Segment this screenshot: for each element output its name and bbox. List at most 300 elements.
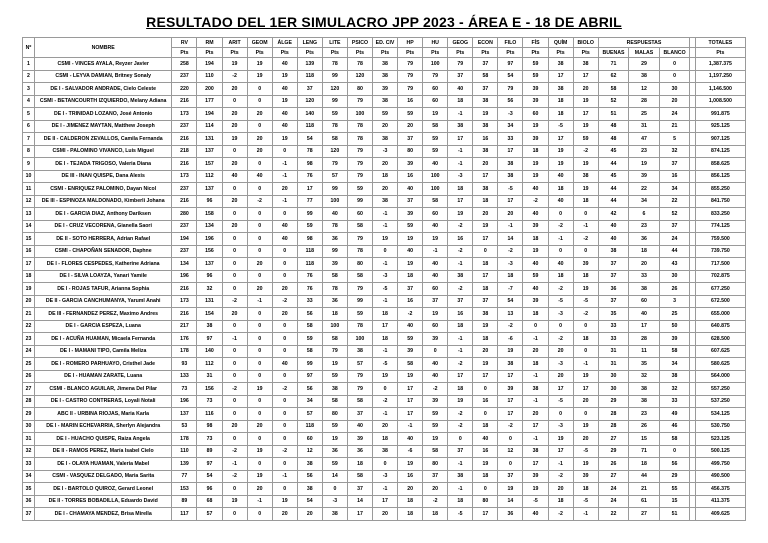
- buenas-count: 31: [598, 358, 629, 371]
- subject-score: 100: [347, 333, 372, 346]
- subject-score: -5: [373, 283, 398, 296]
- subject-score: 32: [197, 283, 222, 296]
- table-row: [23, 333, 746, 346]
- subject-score: 40: [398, 245, 423, 258]
- row-number: 35: [23, 483, 35, 496]
- subject-score: 78: [347, 133, 372, 146]
- subject-score: 20: [247, 483, 272, 496]
- buenas-count: 44: [598, 158, 629, 171]
- subject-score: 14: [498, 233, 523, 246]
- subject-score: 40: [272, 120, 297, 133]
- column-header-pts: Pts: [297, 48, 322, 58]
- subject-score: 14: [498, 495, 523, 508]
- subject-score: 20: [247, 258, 272, 271]
- subject-score: -5: [548, 295, 573, 308]
- table-row: [23, 220, 746, 233]
- subject-score: 173: [172, 108, 197, 121]
- subject-score: 16: [473, 395, 498, 408]
- subject-score: 17: [448, 195, 473, 208]
- table-row: [23, 433, 746, 446]
- subject-score: 0: [247, 508, 272, 521]
- subject-score: -1: [373, 208, 398, 221]
- blanco-count: 37: [659, 220, 690, 233]
- column-header-buenas: BUENAS: [598, 48, 629, 58]
- subject-score: -2: [448, 283, 473, 296]
- subject-score: 58: [473, 70, 498, 83]
- subject-score: 19: [222, 133, 247, 146]
- subject-score: 0: [322, 483, 347, 496]
- row-number: 8: [23, 145, 35, 158]
- subject-score: -1: [448, 258, 473, 271]
- buenas-count: 28: [598, 420, 629, 433]
- subject-score: 137: [197, 145, 222, 158]
- buenas-count: 40: [598, 233, 629, 246]
- subject-score: 38: [473, 183, 498, 196]
- buenas-count: 58: [598, 83, 629, 96]
- table-row: [23, 458, 746, 471]
- subject-score: 19: [272, 133, 297, 146]
- subject-score: 131: [197, 133, 222, 146]
- subject-score: -2: [222, 70, 247, 83]
- student-name: CSMI - BETANCOURTH IZQUIERDO, Melany Adiana: [34, 95, 171, 108]
- subject-score: 37: [498, 470, 523, 483]
- student-name: DE I - SALVADOR ANDRADE, Cielo Celeste: [34, 83, 171, 96]
- subject-score: 58: [322, 270, 347, 283]
- subject-score: 40: [548, 195, 573, 208]
- total-score: 717.500: [695, 258, 745, 271]
- subject-score: 20: [423, 483, 448, 496]
- subject-score: 100: [423, 58, 448, 71]
- subject-score: -1: [448, 158, 473, 171]
- subject-score: 20: [247, 420, 272, 433]
- buenas-count: 38: [598, 245, 629, 258]
- subject-score: 16: [398, 470, 423, 483]
- subject-score: 38: [448, 470, 473, 483]
- buenas-count: 36: [598, 283, 629, 296]
- subject-score: 56: [297, 470, 322, 483]
- subject-score: -2: [222, 383, 247, 396]
- malas-count: 19: [629, 158, 660, 171]
- page-title: RESULTADO DEL 1ER SIMULACRO JPP 2023 - ÁREA E - 18 DE ABRIL: [146, 14, 622, 30]
- subject-score: -2: [448, 420, 473, 433]
- buenas-count: 33: [598, 333, 629, 346]
- subject-score: 39: [423, 333, 448, 346]
- total-score: 580.625: [695, 358, 745, 371]
- column-header-respuestas: RESPUESTAS: [598, 38, 690, 48]
- subject-score: 59: [398, 333, 423, 346]
- buenas-count: 28: [598, 408, 629, 421]
- subject-score: -1: [448, 333, 473, 346]
- subject-score: 0: [272, 245, 297, 258]
- subject-score: 0: [272, 145, 297, 158]
- table-row: [23, 145, 746, 158]
- row-number: 15: [23, 233, 35, 246]
- student-name: DE I - HUACHO QUISPE, Raiza Angela: [34, 433, 171, 446]
- malas-count: 40: [629, 308, 660, 321]
- subject-score: 39: [322, 258, 347, 271]
- subject-score: -5: [548, 120, 573, 133]
- column-header-pts: Pts: [498, 48, 523, 58]
- subject-score: -2: [272, 445, 297, 458]
- subject-score: 36: [347, 445, 372, 458]
- student-name: DE I - MAMANI TIPO, Camila Meliza: [34, 345, 171, 358]
- subject-score: 38: [448, 120, 473, 133]
- subject-score: 39: [523, 295, 548, 308]
- subject-score: 40: [523, 183, 548, 196]
- subject-score: -2: [548, 508, 573, 521]
- subject-score: 0: [373, 383, 398, 396]
- subject-score: 58: [347, 270, 372, 283]
- row-number: 17: [23, 258, 35, 271]
- subject-score: 18: [573, 195, 598, 208]
- subject-score: 79: [498, 83, 523, 96]
- column-header-subject: GEOM: [247, 38, 272, 48]
- subject-score: 0: [222, 258, 247, 271]
- subject-score: 20: [272, 283, 297, 296]
- subject-score: 99: [322, 70, 347, 83]
- subject-score: 40: [523, 208, 548, 221]
- subject-score: 17: [548, 383, 573, 396]
- subject-score: 79: [347, 383, 372, 396]
- subject-score: 17: [373, 495, 398, 508]
- subject-score: 19: [247, 58, 272, 71]
- subject-score: -1: [222, 458, 247, 471]
- subject-score: -2: [423, 495, 448, 508]
- row-number: 30: [23, 420, 35, 433]
- subject-score: 0: [272, 270, 297, 283]
- subject-score: 79: [347, 233, 372, 246]
- total-score: 1,008.500: [695, 95, 745, 108]
- subject-score: 17: [473, 170, 498, 183]
- subject-score: -1: [448, 483, 473, 496]
- subject-score: -3: [373, 145, 398, 158]
- subject-score: 17: [448, 370, 473, 383]
- column-header-subject: GEOG: [448, 38, 473, 48]
- subject-score: 59: [423, 408, 448, 421]
- subject-score: 58: [347, 470, 372, 483]
- subject-score: 17: [473, 270, 498, 283]
- subject-score: 38: [473, 95, 498, 108]
- blanco-count: 24: [659, 108, 690, 121]
- subject-score: 33: [297, 295, 322, 308]
- blanco-count: 30: [659, 270, 690, 283]
- subject-score: 20: [373, 508, 398, 521]
- column-header-pts: Pts: [222, 48, 247, 58]
- total-score: 537.250: [695, 395, 745, 408]
- table-row: [23, 83, 746, 96]
- subject-score: 237: [172, 245, 197, 258]
- blanco-count: 52: [659, 208, 690, 221]
- total-score: 456.375: [695, 483, 745, 496]
- subject-score: 19: [548, 145, 573, 158]
- total-score: 702.875: [695, 270, 745, 283]
- table-row: [23, 70, 746, 83]
- row-number: 10: [23, 170, 35, 183]
- column-header-pts: Pts: [423, 48, 448, 58]
- row-number: 37: [23, 508, 35, 521]
- student-name: DE I - MARIN ECHEVARRIA, Sherlyn Alejandra: [34, 420, 171, 433]
- malas-count: 38: [629, 395, 660, 408]
- blanco-count: 30: [659, 83, 690, 96]
- total-score: 907.125: [695, 133, 745, 146]
- subject-score: 18: [373, 170, 398, 183]
- student-name: CSMI - BLANCO AGUILAR, Jimena Del Pilar: [34, 383, 171, 396]
- malas-count: 33: [629, 270, 660, 283]
- table-row: [23, 158, 746, 171]
- subject-score: 39: [498, 383, 523, 396]
- subject-score: 0: [247, 245, 272, 258]
- total-score: 409.625: [695, 508, 745, 521]
- subject-score: -5: [523, 495, 548, 508]
- blanco-count: 34: [659, 358, 690, 371]
- subject-score: 137: [197, 183, 222, 196]
- row-number: 12: [23, 195, 35, 208]
- subject-score: 0: [222, 233, 247, 246]
- student-name: DE I - FLORES CESPEDES, Katherine Adriana: [34, 258, 171, 271]
- subject-score: 38: [448, 270, 473, 283]
- malas-count: 29: [629, 58, 660, 71]
- subject-score: 20: [222, 308, 247, 321]
- subject-score: 19: [573, 95, 598, 108]
- subject-score: 80: [398, 145, 423, 158]
- column-header-subject: LENG: [297, 38, 322, 48]
- subject-score: 56: [297, 383, 322, 396]
- subject-score: 216: [172, 283, 197, 296]
- buenas-count: 71: [598, 58, 629, 71]
- subject-score: 40: [272, 58, 297, 71]
- subject-score: 14: [347, 495, 372, 508]
- blanco-count: 22: [659, 195, 690, 208]
- column-header-pts: Pts: [347, 48, 372, 58]
- subject-score: 37: [398, 133, 423, 146]
- student-name: CSMI - PALOMINO VIVANCO, Luis Miguel: [34, 145, 171, 158]
- subject-score: -2: [373, 395, 398, 408]
- subject-score: 37: [473, 83, 498, 96]
- subject-score: 19: [423, 433, 448, 446]
- subject-score: 20: [222, 220, 247, 233]
- table-row: [23, 270, 746, 283]
- subject-score: 40: [548, 258, 573, 271]
- subject-score: 59: [523, 270, 548, 283]
- subject-score: 99: [322, 183, 347, 196]
- total-score: 759.500: [695, 233, 745, 246]
- subject-score: 89: [197, 445, 222, 458]
- buenas-count: 27: [598, 433, 629, 446]
- total-score: 672.500: [695, 295, 745, 308]
- subject-score: 178: [172, 433, 197, 446]
- subject-score: 0: [247, 433, 272, 446]
- subject-score: 18: [373, 433, 398, 446]
- subject-score: 19: [247, 70, 272, 83]
- subject-score: 17: [398, 383, 423, 396]
- subject-score: 0: [272, 420, 297, 433]
- row-number: 21: [23, 308, 35, 321]
- subject-score: 19: [423, 108, 448, 121]
- subject-score: 17: [498, 408, 523, 421]
- subject-score: 40: [398, 183, 423, 196]
- column-header-pts: Pts: [473, 48, 498, 58]
- table-row: [23, 195, 746, 208]
- subject-score: 118: [297, 120, 322, 133]
- row-number: 13: [23, 208, 35, 221]
- subject-score: 18: [523, 358, 548, 371]
- subject-score: -2: [448, 245, 473, 258]
- subject-score: 38: [498, 358, 523, 371]
- subject-score: 99: [322, 95, 347, 108]
- column-header-subject: HU: [423, 38, 448, 48]
- column-header-pts: Pts: [373, 48, 398, 58]
- blanco-count: 25: [659, 308, 690, 321]
- table-row: [23, 208, 746, 221]
- total-score: 833.250: [695, 208, 745, 221]
- subject-score: 17: [573, 383, 598, 396]
- subject-score: -1: [448, 345, 473, 358]
- subject-score: -3: [498, 108, 523, 121]
- table-row: [23, 233, 746, 246]
- buenas-count: 24: [598, 483, 629, 496]
- subject-score: 53: [172, 420, 197, 433]
- student-name: CSMI - VASQUEZ DELGADO, Maria Sarita: [34, 470, 171, 483]
- subject-score: 18: [498, 270, 523, 283]
- subject-score: 20: [222, 195, 247, 208]
- subject-score: 19: [573, 283, 598, 296]
- subject-score: 98: [297, 158, 322, 171]
- student-name: ABC II - URBINA RIOJAS, Maria Karla: [34, 408, 171, 421]
- subject-score: 178: [172, 345, 197, 358]
- student-name: CSMI - CHAPOÑAN SENADOR, Daphne: [34, 245, 171, 258]
- subject-score: 56: [297, 308, 322, 321]
- subject-score: 40: [448, 83, 473, 96]
- subject-score: 0: [247, 458, 272, 471]
- subject-score: 56: [498, 95, 523, 108]
- subject-score: -6: [398, 445, 423, 458]
- row-number: 31: [23, 433, 35, 446]
- total-score: 628.500: [695, 333, 745, 346]
- subject-score: 20: [222, 120, 247, 133]
- subject-score: -1: [272, 158, 297, 171]
- subject-score: 0: [523, 320, 548, 333]
- subject-score: 134: [172, 258, 197, 271]
- subject-score: 216: [172, 133, 197, 146]
- subject-score: 97: [197, 458, 222, 471]
- subject-score: 73: [197, 395, 222, 408]
- subject-score: 0: [222, 408, 247, 421]
- subject-score: 120: [297, 95, 322, 108]
- blanco-count: 16: [659, 170, 690, 183]
- malas-count: 18: [629, 458, 660, 471]
- total-score: 677.250: [695, 283, 745, 296]
- subject-score: 0: [247, 158, 272, 171]
- subject-score: 100: [322, 195, 347, 208]
- row-number: 20: [23, 295, 35, 308]
- subject-score: 0: [247, 408, 272, 421]
- subject-score: 216: [172, 95, 197, 108]
- subject-score: 31: [197, 370, 222, 383]
- table-row: [23, 283, 746, 296]
- subject-score: 36: [322, 445, 347, 458]
- subject-score: 19: [498, 483, 523, 496]
- subject-score: 20: [573, 395, 598, 408]
- student-name: DE I - BARTOLO QUIROZ, Gerard Leonel: [34, 483, 171, 496]
- subject-score: 0: [272, 258, 297, 271]
- subject-score: 38: [322, 383, 347, 396]
- buenas-count: 29: [598, 395, 629, 408]
- subject-score: 19: [548, 433, 573, 446]
- subject-score: 19: [423, 233, 448, 246]
- buenas-count: 51: [598, 108, 629, 121]
- subject-score: 36: [322, 233, 347, 246]
- subject-score: 0: [222, 508, 247, 521]
- student-name: DE III - ESPINOZA MALDONADO, Kimberli Johana: [34, 195, 171, 208]
- subject-score: 38: [573, 170, 598, 183]
- subject-score: 0: [247, 208, 272, 221]
- table-row: [23, 320, 746, 333]
- subject-score: 0: [272, 370, 297, 383]
- subject-score: 0: [423, 345, 448, 358]
- subject-score: 18: [473, 195, 498, 208]
- subject-score: 18: [548, 183, 573, 196]
- subject-score: 33: [498, 133, 523, 146]
- subject-score: 19: [272, 95, 297, 108]
- column-header-subject: HP: [398, 38, 423, 48]
- subject-score: 18: [473, 333, 498, 346]
- subject-score: 17: [297, 183, 322, 196]
- subject-score: -5: [498, 183, 523, 196]
- subject-score: 40: [423, 370, 448, 383]
- subject-score: -2: [222, 445, 247, 458]
- subject-score: -5: [548, 395, 573, 408]
- subject-score: 19: [498, 345, 523, 358]
- subject-score: 60: [423, 95, 448, 108]
- subject-score: 89: [172, 495, 197, 508]
- table-row: [23, 95, 746, 108]
- subject-score: 76: [297, 170, 322, 183]
- malas-count: 39: [629, 170, 660, 183]
- column-header-subject: LITE: [322, 38, 347, 48]
- subject-score: 59: [297, 333, 322, 346]
- column-header-pts: Pts: [573, 48, 598, 58]
- student-name: DE I - CHAMAYA MENDEZ, Brisa Mirella: [34, 508, 171, 521]
- subject-score: 19: [573, 370, 598, 383]
- subject-score: 40: [322, 208, 347, 221]
- subject-score: 39: [347, 433, 372, 446]
- subject-score: 58: [423, 195, 448, 208]
- row-number: 36: [23, 495, 35, 508]
- subject-score: 237: [172, 183, 197, 196]
- subject-score: 17: [498, 195, 523, 208]
- subject-score: 18: [473, 283, 498, 296]
- subject-score: -5: [573, 445, 598, 458]
- subject-score: 100: [322, 320, 347, 333]
- subject-score: 0: [272, 333, 297, 346]
- subject-score: 37: [398, 283, 423, 296]
- subject-score: 59: [398, 108, 423, 121]
- subject-score: 19: [322, 358, 347, 371]
- subject-score: 58: [322, 133, 347, 146]
- subject-score: 37: [347, 408, 372, 421]
- subject-score: -2: [498, 320, 523, 333]
- subject-score: -1: [573, 358, 598, 371]
- malas-count: 12: [629, 83, 660, 96]
- student-name: DE I - TEJADA TRIGOSO, Valeria Diana: [34, 158, 171, 171]
- buenas-count: 45: [598, 145, 629, 158]
- subject-score: -3: [373, 470, 398, 483]
- subject-score: 20: [373, 183, 398, 196]
- subject-score: 38: [373, 133, 398, 146]
- subject-score: -2: [222, 295, 247, 308]
- malas-count: 38: [629, 70, 660, 83]
- subject-score: 19: [573, 183, 598, 196]
